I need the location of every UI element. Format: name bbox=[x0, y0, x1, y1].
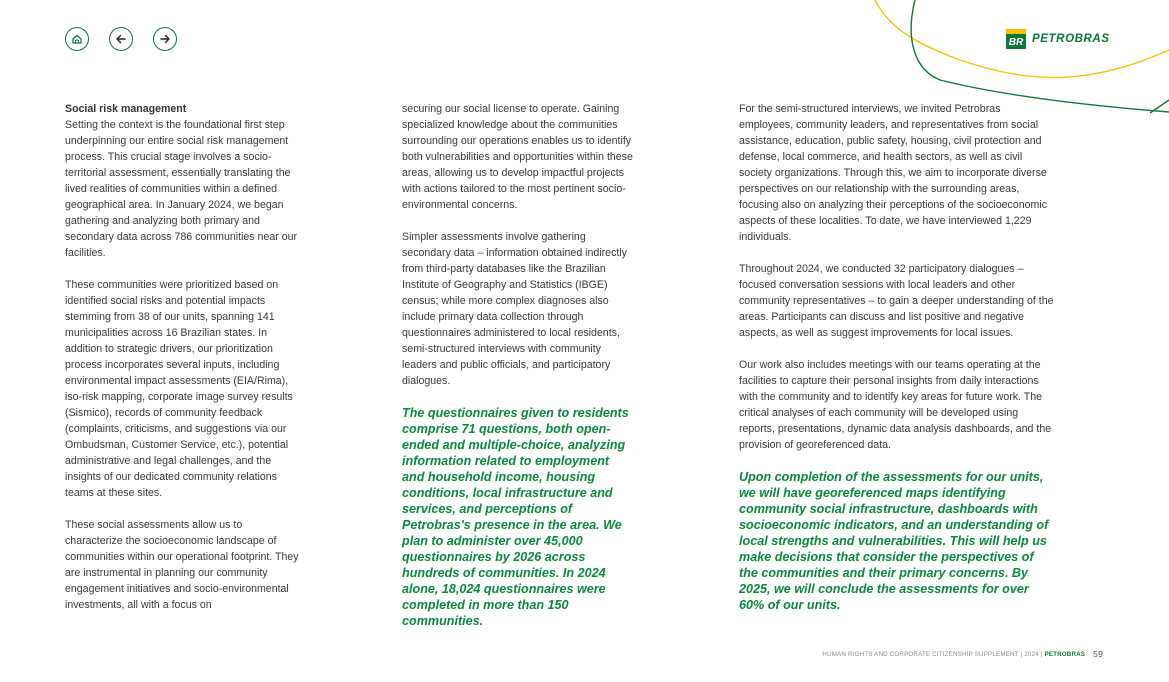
petrobras-logo bbox=[1006, 29, 1110, 49]
column-2 bbox=[402, 101, 637, 645]
paragraph: Setting the context is the foundational first step underpinning our entire social risk management process. This crucial stage involves a socio-territorial assessment, essentially translating the lived realities of communities within a defined geographical area. In January 2024, we began gathering and analyzing both primary and secondary data across 786 communities near our facilities. bbox=[65, 119, 298, 259]
paragraph: These communities were prioritized based on identified social risks and potential impacts stemming from 38 of our units, spanning 141 municipalities across 16 Brazilian states. In addition to strategic drivers, our prioritization process incorporates several inputs, including environmental impact assessments (EIA/Rima), iso-risk mapping, corporate image survey results (Sismico), records of community feedback (complaints, criticisms, and suggestions via our Ombudsman, Customer Service, etc.), potential administrative and legal challenges, and the insights of our dedicated community relations teams at these sites. bbox=[65, 279, 293, 499]
home-icon bbox=[70, 32, 84, 46]
paragraph: These social assessments allow us to characterize the socioeconomic landscape of communities within our operational footprint. They are instrumental in planning our community engagement initiatives and socio-environmental investments, all with a focus on bbox=[65, 519, 299, 611]
home-button[interactable] bbox=[65, 27, 89, 51]
paragraph: For the semi-structured interviews, we invited Petrobras employees, community leaders, and representatives from social assistance, education, public safety, housing, civil protection and defense, local commerce, and health sectors, as well as civil society organizations. Through this, we aim to incorporate diverse perspectives on our relationship with the surrounding areas, focusing also on analyzing their perceptions of the socioeconomic aspects of these localities. To date, we have interviewed 1,229 individuals. bbox=[739, 103, 1047, 243]
highlight-quote: The questionnaires given to residents comprise 71 questions, both open-ended and multiple-choice, analyzing information related to employment and household income, housing conditions, local infrastructure and services, and perceptions of Petrobras's presence in the area. We plan to administer over 45,000 questionnaires by 2026 across hundreds of communities. In 2024 alone, 18,024 questionnaires were completed in more than 150 communities. bbox=[402, 406, 629, 628]
arrow-left-icon bbox=[114, 32, 128, 46]
highlight-quote: Upon completion of the assessments for our units, we will have georeferenced maps identifying community social infrastructure, dashboards with socioeconomic indicators, and an understanding of local strengths and vulnerabilities. This will help us make decisions that consider the perspectives of the communities and their primary concerns. By 2025, we will conclude the assessments for over 60% of our units. bbox=[739, 470, 1049, 612]
section-heading: Social risk management bbox=[65, 103, 187, 115]
footer-text: HUMAN RIGHTS AND CORPORATE CITIZENSHIP SUPPLEMENT | 2024 | bbox=[822, 650, 1043, 658]
column-1 bbox=[65, 101, 300, 629]
paragraph: Throughout 2024, we conducted 32 participatory dialogues – focused conversation sessions with local leaders and other community representatives – to gain a deeper understanding of the areas. Participants can discuss and list positive and negative aspects, as well as suggest improvements for local issues. bbox=[739, 263, 1054, 339]
petrobras-logo-mark bbox=[1006, 29, 1026, 49]
page-number: 59 bbox=[1093, 649, 1103, 659]
footer-brand: PETROBRAS bbox=[1044, 650, 1086, 658]
back-button[interactable] bbox=[109, 27, 133, 51]
paragraph: Simpler assessments involve gathering secondary data – information obtained indirectly from third-party databases like the Brazilian Institute of Geography and Statistics (IBGE) census; while more complex diagnoses also include primary data collection through questionnaires administered to local residents, semi-structured interviews with community leaders and public officials, and participatory dialogues. bbox=[402, 231, 627, 387]
page-footer bbox=[822, 649, 1103, 659]
svg-text:BR: BR bbox=[1008, 37, 1024, 48]
forward-button[interactable] bbox=[153, 27, 177, 51]
arrow-right-icon bbox=[158, 32, 172, 46]
paragraph: securing our social license to operate. Gaining specialized knowledge about the communities surrounding our operations enables us to identify both vulnerabilities and opportunities within these areas, allowing us to develop impactful projects with actions tailored to the most pertinent socio-environmental concerns. bbox=[402, 103, 633, 211]
column-3 bbox=[739, 101, 1054, 629]
paragraph: Our work also includes meetings with our teams operating at the facilities to capture their personal insights from daily interactions with the community and to identify key areas for future work. The critical analyses of each community will be developed using reports, presentations, dynamic data analysis dashboards, and the provision of georeferenced data. bbox=[739, 359, 1052, 451]
logo-wordmark: PETROBRAS bbox=[1032, 33, 1110, 45]
